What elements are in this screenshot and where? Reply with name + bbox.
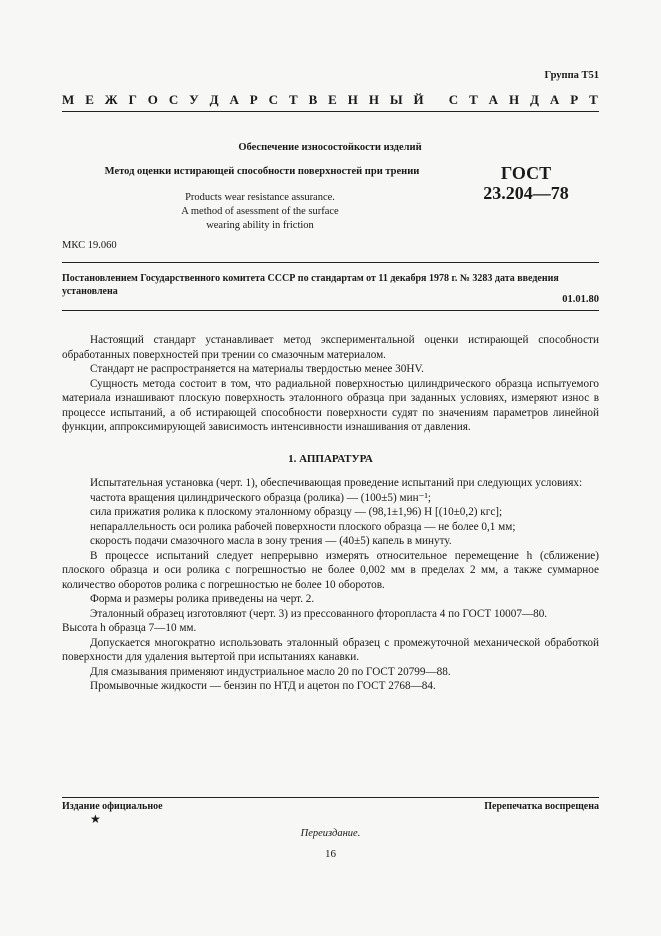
banner-letter: Е (85, 92, 94, 107)
decree-text: Постановлением Государственного комитета СССР по стандартам от 11 декабря 1978 г. № 3283 дата введения установлена (62, 273, 559, 297)
official-edition-label: Издание официальное (62, 801, 163, 812)
mks-code: МКС 19.060 (62, 240, 117, 251)
banner-letter: Т (469, 92, 478, 107)
english-title-line-1: Products wear resistance assurance. (185, 192, 335, 203)
banner-letter: А (488, 92, 499, 107)
banner-letter: С (268, 92, 279, 107)
intro-paragraph: Сущность метода состоит в том, что радиальной поверхностью цилиндрического образца испытуемого материала изнашивают плоскую поверхность эталонного образца при заданных условиях, измеряют износ в процессе испытаний, а об истирающей способности поверхности судят по значениям параметров линейной функции, аппроксимирующей зависимость интенсивности изнашивания от давления. (62, 377, 599, 433)
footer-rule (62, 797, 599, 798)
body-paragraph: Высота h образца 7—10 мм. (62, 622, 197, 634)
banner-letter: Н (508, 92, 520, 107)
banner-letter: Д (209, 92, 219, 107)
banner-letter: Е (328, 92, 337, 107)
reprint-notice: Перепечатка воспрещена (484, 801, 599, 812)
body-paragraph: Для смазывания применяют индустриальное масло 20 по ГОСТ 20799—88. (90, 665, 451, 678)
banner-letter: Г (128, 92, 137, 107)
body-paragraph: Промывочные жидкости — бензин по НТД и ацетон по ГОСТ 2768—84. (90, 680, 436, 692)
intro-date: 01.01.80 (562, 294, 599, 305)
banner-letter: Т (288, 92, 298, 107)
banner-letter: Й (413, 92, 424, 107)
banner-letter: Н (368, 92, 379, 107)
banner-letter: С (168, 92, 179, 107)
body-paragraph: скорость подачи смазочного масла в зону трения — (40±5) капель в минуту. (90, 535, 452, 547)
intro-paragraph: Настоящий стандарт устанавливает метод экспериментальной оценки истирающей способности обработанных поверхностей при трении со смазочным материалом. (62, 334, 599, 361)
banner-letter: А (229, 92, 239, 107)
gost-designation (470, 163, 582, 203)
body-paragraph: сила прижатия ролика к плоскому эталонному образцу — (98,1±1,96) Н [(10±0,2) кгс]; (90, 506, 503, 518)
banner-letter: Т (589, 92, 598, 107)
group-code: Группа Т51 (544, 70, 599, 81)
english-title-line-2: A method of asessment of the surface (181, 206, 339, 217)
banner-letter: Д (530, 92, 539, 107)
banner-letter: Ж (104, 92, 118, 107)
body-paragraph: непараллельность оси ролика рабочей поверхности плоского образца — не более 0,1 мм; (90, 520, 516, 533)
body-paragraph: Форма и размеры ролика приведены на черт. 2. (90, 593, 315, 605)
reissue-note: Переиздание. (300, 828, 361, 839)
gost-label: ГОСТ (500, 163, 552, 183)
mid-rule (62, 262, 599, 263)
gost-number: 23.204—78 (483, 183, 569, 203)
section-1-body (62, 476, 599, 694)
intro-section (62, 333, 599, 435)
intro-paragraph: Стандарт не распространяется на материалы твердостью менее 30HV. (90, 363, 424, 375)
body-paragraph: частота вращения цилиндрического образца (ролика) — (100±5) мин⁻¹; (90, 491, 431, 504)
title-line-2: Метод оценки истирающей способности поверхностей при трении (104, 166, 420, 177)
banner-letter (435, 92, 438, 108)
top-rule (62, 111, 599, 112)
banner-letter: А (549, 92, 560, 107)
title-line-1: Обеспечение износостойкости изделий (238, 142, 422, 153)
banner-letter: М (62, 92, 75, 107)
body-paragraph: Эталонный образец изготовляют (черт. 3) из прессованного фторопласта 4 по ГОСТ 10007—80. (90, 607, 548, 620)
banner-letter: У (189, 92, 199, 107)
decree-rule (62, 310, 599, 311)
body-paragraph: Допускается многократно использовать эталонный образец с промежуточной механической обработкой поверхности для удаления вытертой при испытаниях канавки. (62, 636, 599, 663)
page-number: 16 (325, 848, 336, 860)
star-icon: ★ (90, 812, 101, 826)
body-paragraph: Испытательная установка (черт. 1), обеспечивающая проведение испытаний при следующих условиях: (90, 477, 583, 489)
body-paragraph: В процессе испытаний следует непрерывно измерять относительное перемещение h (сближение) плоского образца и оси ролика с погрешностью не более 0,002 мм в пределах 2 мм, а также суммарное количество оборотов ролика с погрешностью не более 10 оборотов. (62, 549, 599, 591)
banner-letter: О (147, 92, 158, 107)
standard-banner (62, 92, 598, 108)
english-title (170, 191, 350, 233)
banner-letter: Р (570, 92, 579, 107)
section-heading: 1. АППАРАТУРА (288, 453, 373, 465)
banner-letter: С (448, 92, 459, 107)
banner-letter: В (308, 92, 318, 107)
english-title-line-3: wearing ability in friction (206, 220, 314, 231)
banner-letter: Н (347, 92, 358, 107)
banner-letter: Ы (389, 92, 403, 107)
banner-letter: Р (249, 92, 258, 107)
